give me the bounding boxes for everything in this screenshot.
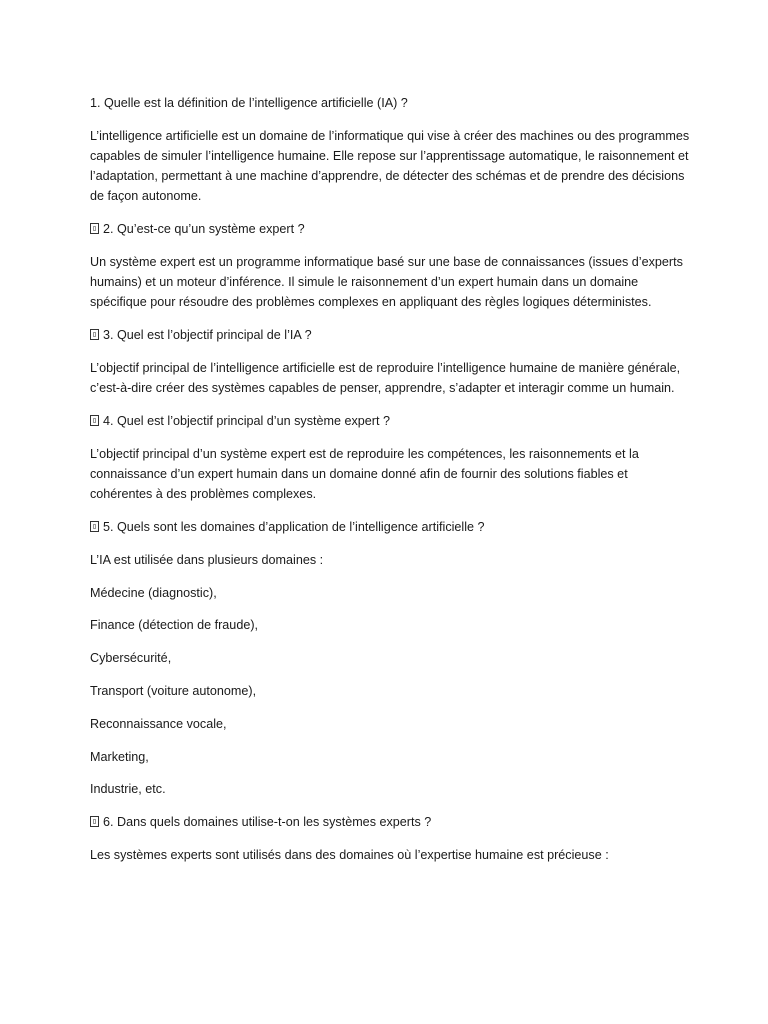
question-1: 1. Quelle est la définition de l’intelligence artificielle (IA) ? xyxy=(90,96,408,110)
question-6-text: 6. Dans quels domaines utilise-t-on les systèmes experts ? xyxy=(103,815,432,830)
list-item: Reconnaissance vocale, xyxy=(90,716,227,731)
missing-glyph-icon xyxy=(90,415,99,426)
answer-1: L’intelligence artificielle est un domaine de l’informatique qui vise à créer des machines ou des programmes capables de simuler l’intelligence humaine. Elle repose sur l’apprentissage automatique, le raisonnement et l’adaptation, permettant à une machine d’apprendre, de détecter des schémas et de prendre des décisions de façon autonome. xyxy=(90,128,690,204)
question-4-text: 4. Quel est l’objectif principal d’un système expert ? xyxy=(103,414,390,428)
answer-2: Un système expert est un programme informatique basé sur une base de connaissances (issues d’experts humains) et un moteur d’inférence. Il simule le raisonnement d’un expert humain dans un domaine spécifique pour résoudre des problèmes complexes en appliquant des règles logiques déterministes. xyxy=(90,255,683,310)
answer-4: L’objectif principal d’un système expert est de reproduire les compétences, les raisonnements et la connaissance d’un expert humain dans un domaine donné afin de fournir des solutions fiables et cohérentes à des problèmes complexes. xyxy=(90,446,639,502)
list-item: Industrie, etc. xyxy=(90,782,166,797)
answer-5-intro: L’IA est utilisée dans plusieurs domaines : xyxy=(90,552,324,567)
question-3-text: 3. Quel est l’objectif principal de l’IA ? xyxy=(103,328,312,343)
list-item: Finance (détection de fraude), xyxy=(90,618,259,633)
question-2 xyxy=(90,219,690,239)
list-item: Cybersécurité, xyxy=(90,651,172,666)
answer-3: L’objectif principal de l’intelligence artificielle est de reproduire l’intelligence humaine de manière générale, c’est-à-dire créer des systèmes capables de penser, apprendre, s’adapter et interagir comme un humain. xyxy=(90,361,681,396)
list-item: Marketing, xyxy=(90,749,149,764)
missing-glyph-icon xyxy=(90,329,99,340)
question-2-text: 2. Qu’est-ce qu’un système expert ? xyxy=(103,222,305,237)
question-6 xyxy=(90,812,690,832)
missing-glyph-icon xyxy=(90,521,99,532)
missing-glyph-icon xyxy=(90,223,99,234)
list-item: Médecine (diagnostic), xyxy=(90,585,217,600)
missing-glyph-icon xyxy=(90,816,99,827)
question-5-text: 5. Quels sont les domaines d’application de l’intelligence artificielle ? xyxy=(103,520,485,534)
answer-6-intro: Les systèmes experts sont utilisés dans des domaines où l’expertise humaine est précieuse : xyxy=(90,847,609,862)
question-4 xyxy=(90,411,690,431)
list-item: Transport (voiture autonome), xyxy=(90,683,257,698)
question-5 xyxy=(90,517,690,537)
question-3 xyxy=(90,325,690,345)
document-page xyxy=(90,93,690,878)
